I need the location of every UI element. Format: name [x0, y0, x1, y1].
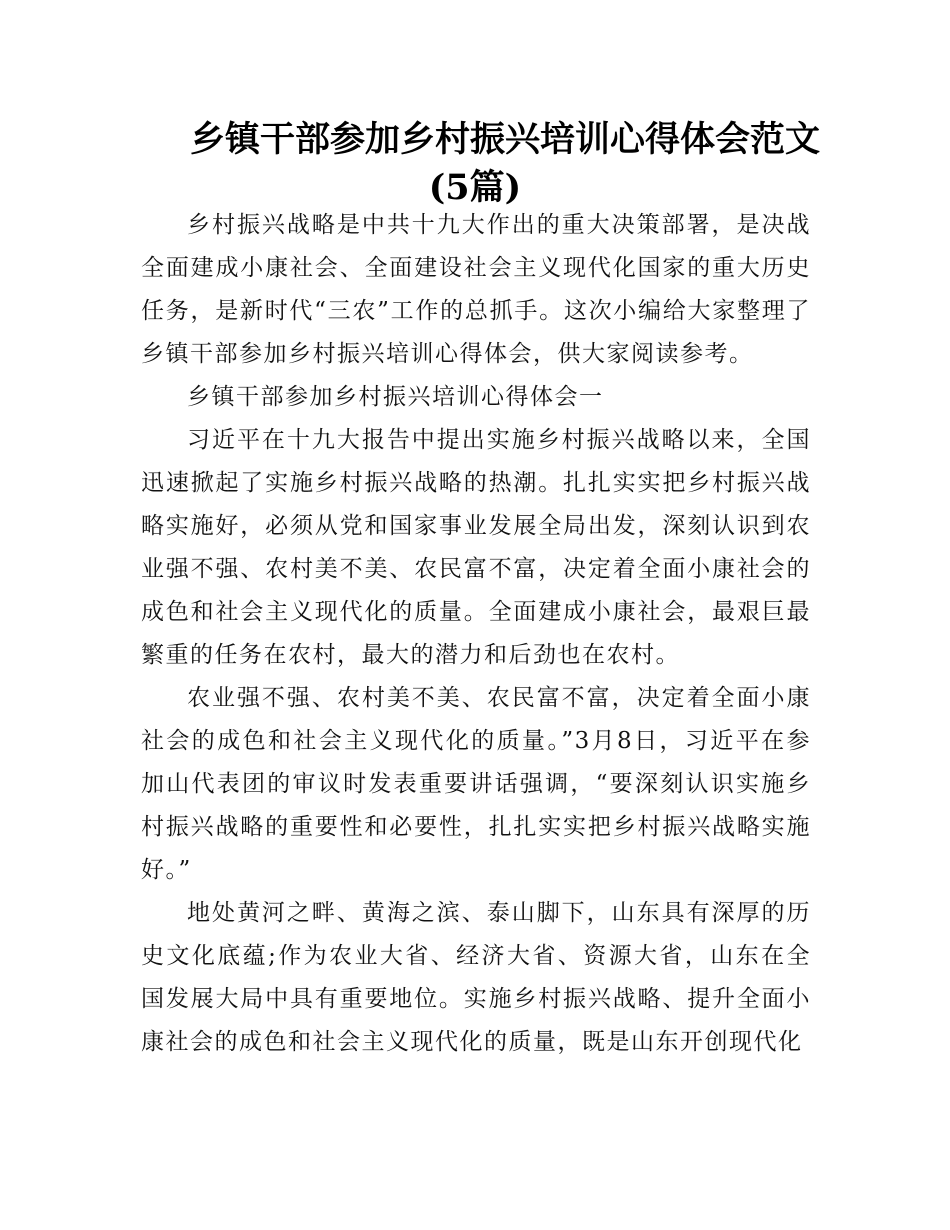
- document-body: [141, 204, 811, 1064]
- paragraph: 农业强不强、农村美不美、农民富不富，决定着全面小康社会的成色和社会主义现代化的质量。”3月8日，习近平在参加山代表团的审议时发表重要讲话强调，“要深刻认识实施乡村振兴战略的重要性和必要性，扎扎实实把乡村振兴战略实施好。”: [141, 685, 811, 883]
- paragraph-intro: 乡村振兴战略是中共十九大作出的重大决策部署，是决战全面建成小康社会、全面建设社会主义现代化国家的重大历史任务，是新时代“三农”工作的总抓手。这次小编给大家整理了乡镇干部参加乡村振兴培训心得体会，供大家阅读参考。: [141, 212, 811, 367]
- paragraph: 地处黄河之畔、黄海之滨、泰山脚下，山东具有深厚的历史文化底蕴;作为农业大省、经济大省、资源大省，山东在全国发展大局中具有重要地位。实施乡村振兴战略、提升全面小康社会的成色和社会主义现代化的质量，既是山东开创现代化: [141, 900, 811, 1055]
- document-title-line-2: (5篇): [428, 167, 522, 208]
- document-title-line-1: 乡镇干部参加乡村振兴培训心得体会范文: [190, 119, 821, 160]
- paragraph: 习近平在十九大报告中提出实施乡村振兴战略以来，全国迅速掀起了实施乡村振兴战略的热潮。扎扎实实把乡村振兴战略实施好，必须从党和国家事业发展全局出发，深刻认识到农业强不强、农村美不美、农民富不富，决定着全面小康社会的成色和社会主义现代化的质量。全面建成小康社会，最艰巨最繁重的任务在农村，最大的潜力和后劲也在农村。: [141, 427, 811, 668]
- section-heading: 乡镇干部参加乡村振兴培训心得体会一: [187, 384, 604, 410]
